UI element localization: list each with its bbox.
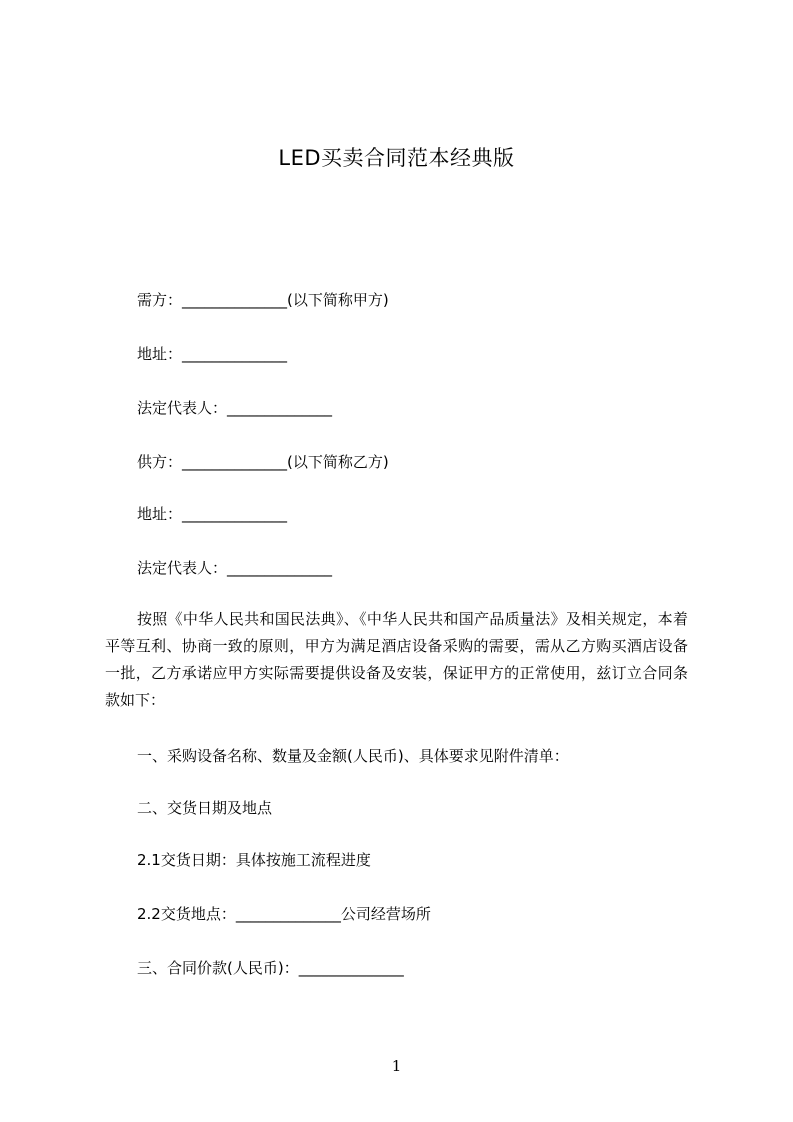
seller-representative-field: 法定代表人：______________ — [137, 559, 333, 577]
clause-1-heading: 一、采购设备名称、数量及金额(人民币)、具体要求见附件清单： — [137, 747, 569, 765]
clause-2-heading: 二、交货日期及地点 — [137, 799, 273, 817]
clause-3-heading: 三、合同价款(人民币)：______________ — [137, 959, 404, 977]
seller-field: 供方：______________(以下简称乙方) — [137, 453, 389, 471]
buyer-field: 需方：______________(以下简称甲方) — [137, 291, 389, 309]
clause-2-2: 2.2交货地点：______________公司经营场所 — [137, 905, 431, 923]
intro-paragraph: 按照《中华人民共和国民法典》、《中华人民共和国产品质量法》及相关规定，本着平等互利、协商一致的原则，甲方为满足酒店设备采购的需要，需从乙方购买酒店设备一批，乙方承诺应甲方实际需要提供设备及安装，保证甲方的正常使用，兹订立合同条款如下： — [105, 610, 688, 709]
document-title: LED买卖合同范本经典版 — [278, 146, 515, 170]
buyer-address-field: 地址：______________ — [137, 345, 288, 363]
clause-2-1: 2.1交货日期：具体按施工流程进度 — [137, 851, 371, 869]
seller-address-field: 地址：______________ — [137, 505, 288, 523]
buyer-representative-field: 法定代表人：______________ — [137, 399, 333, 417]
page-number: 1 — [391, 1057, 402, 1075]
